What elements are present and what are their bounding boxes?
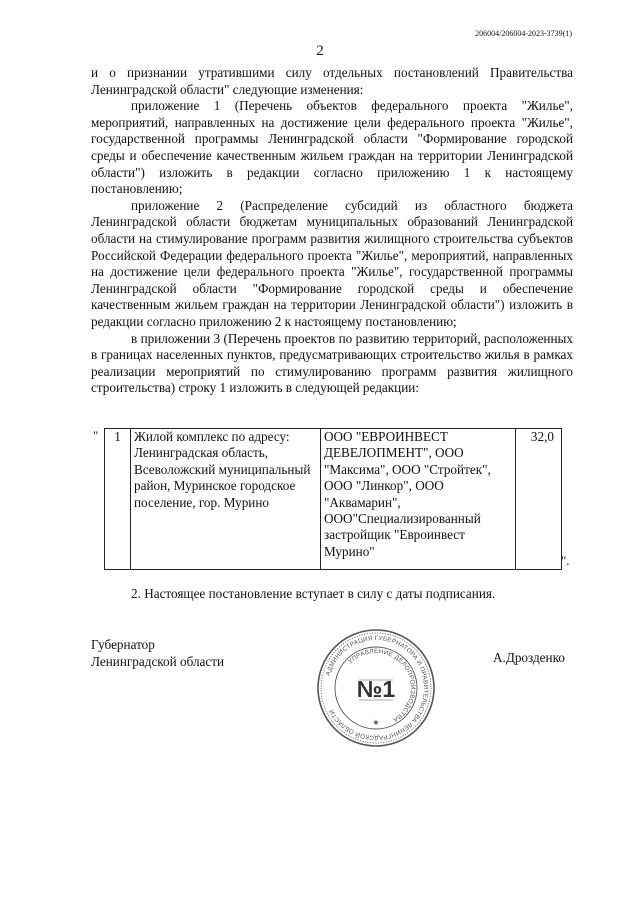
table-open-quote: " bbox=[93, 428, 99, 443]
signatory-name: А.Дрозденко bbox=[493, 650, 565, 665]
paragraph-appendix-3: в приложении 3 (Перечень проектов по развитию территорий, расположенных в границах населенных пунктов, предусматривающих строительство жилья в рамках реализации мероприятий по стимулированию программ развития жилищного строительства) строку 1 изложить в следующей редакции: bbox=[91, 330, 573, 396]
developers-cell: ООО "ЕВРОИНВЕСТ ДЕВЕЛОПМЕНТ", ООО "Максима", ООО "Стройтек", ООО "Линкор", ООО "Аквамарин", ООО"Специализированный застройщик "Евроинвест Мурино" bbox=[321, 429, 516, 570]
paragraph-appendix-1: приложение 1 (Перечень объектов федерального проекта "Жилье", мероприятий, направленных на достижение цели федерального проекта "Жилье", государственной программы Ленинградской области "Формирование городской среды и обеспечение качественным жильем граждан на территории Ленинградской области") изложить в редакции согласно приложению 1 к настоящему постановлению; bbox=[91, 98, 573, 197]
body-text bbox=[91, 65, 573, 397]
page-number: 2 bbox=[316, 43, 324, 59]
table-row bbox=[105, 429, 562, 570]
document-id: 206004/206004-2023-3739(1) bbox=[475, 29, 572, 38]
paragraph-appendix-2: приложение 2 (Распределение субсидий из областного бюджета Ленинградской области бюджетам муниципальных образований Ленинградской области на стимулирование программ развития жилищного строительства субъектов Российской Федерации федерального проекта "Жилье", мероприятий, направленных на достижение цели федерального проекта "Жилье", государственной программы Ленинградской области "Формирование городской среды и обеспечение качественным жильем граждан на территории Ленинградской области") изложить в редакции согласно приложению 2 к настоящему постановлению; bbox=[91, 197, 573, 329]
seal-outer-text: АДМИНИСТРАЦИЯ ГУБЕРНАТОРА И ПРАВИТЕЛЬСТВА ЛЕНИНГРАДСКОЙ ОБЛАСТИ bbox=[324, 634, 430, 742]
row-number-cell: 1 bbox=[105, 429, 131, 570]
official-seal bbox=[315, 627, 437, 749]
seal-inner-text: УПРАВЛЕНИЕ ДЕЛОПРОИЗВОДСТВА bbox=[347, 647, 417, 724]
value-cell: 32,0 bbox=[516, 429, 562, 570]
paragraph-intro: и о признании утратившими силу отдельных постановлений Правительства Ленинградской области" следующие изменения: bbox=[91, 65, 573, 97]
signatory-title bbox=[91, 637, 224, 670]
signatory-title-line-1: Губернатор bbox=[91, 637, 155, 652]
signatory-title-line-2: Ленинградской области bbox=[91, 653, 225, 669]
clause-2: 2. Настоящее постановление вступает в силу с даты подписания. bbox=[131, 586, 496, 601]
table-close-quote: ". bbox=[561, 553, 570, 568]
object-cell: Жилой комплекс по адресу: Ленинградская область, Всеволожский муниципальный район, Муринское городское поселение, гор. Мурино bbox=[131, 429, 321, 570]
appendix-table bbox=[104, 428, 562, 570]
seal-number: №1 bbox=[356, 676, 396, 702]
seal-star-icon: ★ bbox=[372, 718, 380, 727]
